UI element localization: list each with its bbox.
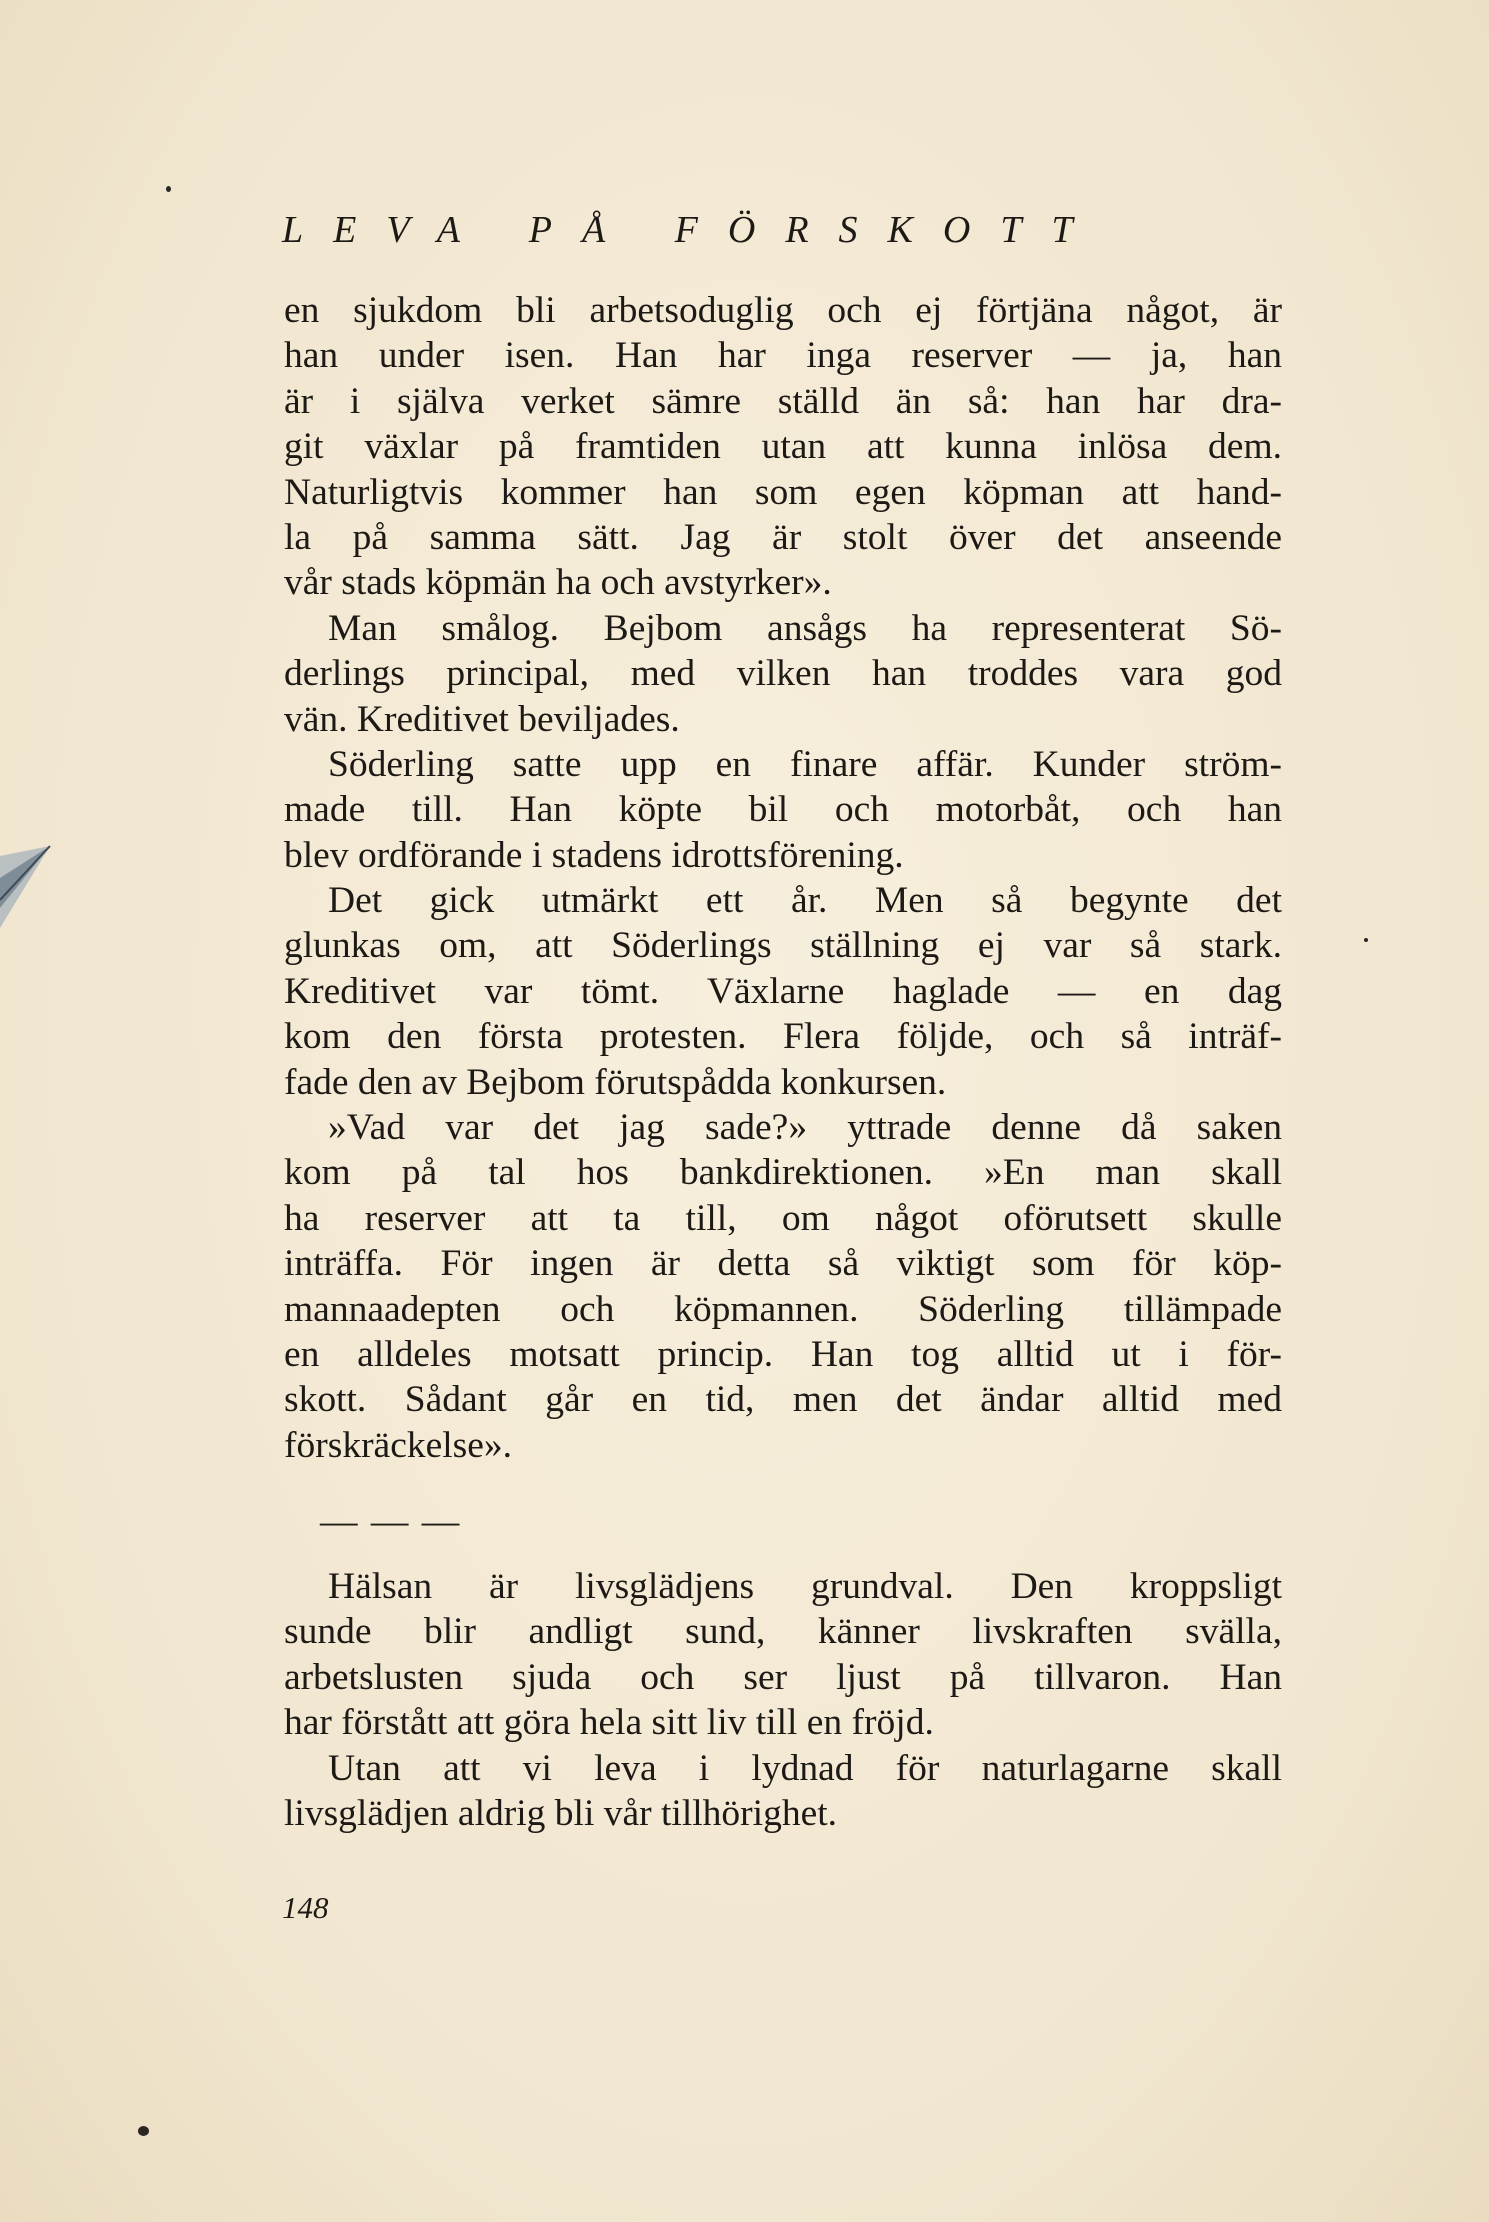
text-line: han under isen. Han har inga reserver — ja, han [284,335,1282,377]
page-number: 148 [282,1890,329,1925]
text-line: förskräckelse». [284,1424,513,1466]
ink-speck [1364,938,1368,942]
text-line: är i själva verket sämre ställd än så: han har dra- [284,380,1282,422]
text-line: made till. Han köpte bil och motorbåt, och han [284,789,1282,831]
pencil-tip-icon [0,828,70,938]
section-separator: — — — [320,1501,462,1542]
text-line: arbetslusten sjuda och ser ljust på tillvaron. Han [284,1656,1282,1698]
text-line: git växlar på framtiden utan att kunna inlösa dem. [284,426,1282,468]
text-line: livsglädjen aldrig bli vår tillhörighet. [284,1792,838,1834]
text-line: blev ordförande i stadens idrottsförening. [284,834,904,876]
text-line: »Vad var det jag sade?» yttrade denne då saken [328,1107,1282,1149]
text-line: mannaadepten och köpmannen. Söderling tillämpade [284,1288,1282,1330]
text-line: inträffa. För ingen är detta så viktigt som för köp- [284,1243,1282,1285]
text-line: derlings principal, med vilken han troddes vara god [284,653,1282,695]
ink-speck [138,2126,149,2136]
ink-speck [166,186,171,192]
body-text-top [284,288,1282,1468]
text-line: fade den av Bejbom förutspådda konkursen. [284,1061,947,1103]
text-line: en sjukdom bli arbetsoduglig och ej förtjäna något, är [284,290,1282,331]
text-line: Söderling satte upp en finare affär. Kunder ström- [328,743,1282,785]
text-line: ha reserver att ta till, om något oförutsett skulle [284,1197,1282,1239]
text-line: Man smålog. Bejbom ansågs ha representerat Sö- [328,607,1282,649]
text-line: vän. Kreditivet beviljades. [284,698,680,740]
text-line: har förstått att göra hela sitt liv till en fröjd. [284,1702,934,1744]
text-line: Kreditivet var tömt. Växlarne haglade — en dag [284,970,1282,1012]
text-line: kom på tal hos bankdirektionen. »En man skall [284,1152,1282,1194]
text-line: sunde blir andligt sund, känner livskraften svälla, [284,1611,1282,1653]
text-line: en alldeles motsatt princip. Han tog alltid ut i för- [284,1333,1282,1375]
running-head: LEVA PÅ FÖRSKOTT [282,209,1103,251]
text-line: Det gick utmärkt ett år. Men så begynte det [328,880,1282,922]
text-line: glunkas om, att Söderlings ställning ej var så stark. [284,925,1282,967]
text-line: kom den första protesten. Flera följde, och så inträf- [284,1016,1282,1058]
text-line: vår stads köpmän ha och avstyrker». [284,562,832,604]
text-line: skott. Sådant går en tid, men det ändar alltid med [284,1379,1282,1421]
text-line: Hälsan är livsglädjens grundval. Den kroppsligt [328,1566,1282,1607]
text-line: Utan att vi leva i lydnad för naturlagarne skall [328,1747,1282,1789]
text-line: Naturligtvis kommer han som egen köpman att hand- [284,471,1282,513]
text-line: la på samma sätt. Jag är stolt över det anseende [284,516,1282,558]
body-text-bottom [284,1564,1282,1836]
